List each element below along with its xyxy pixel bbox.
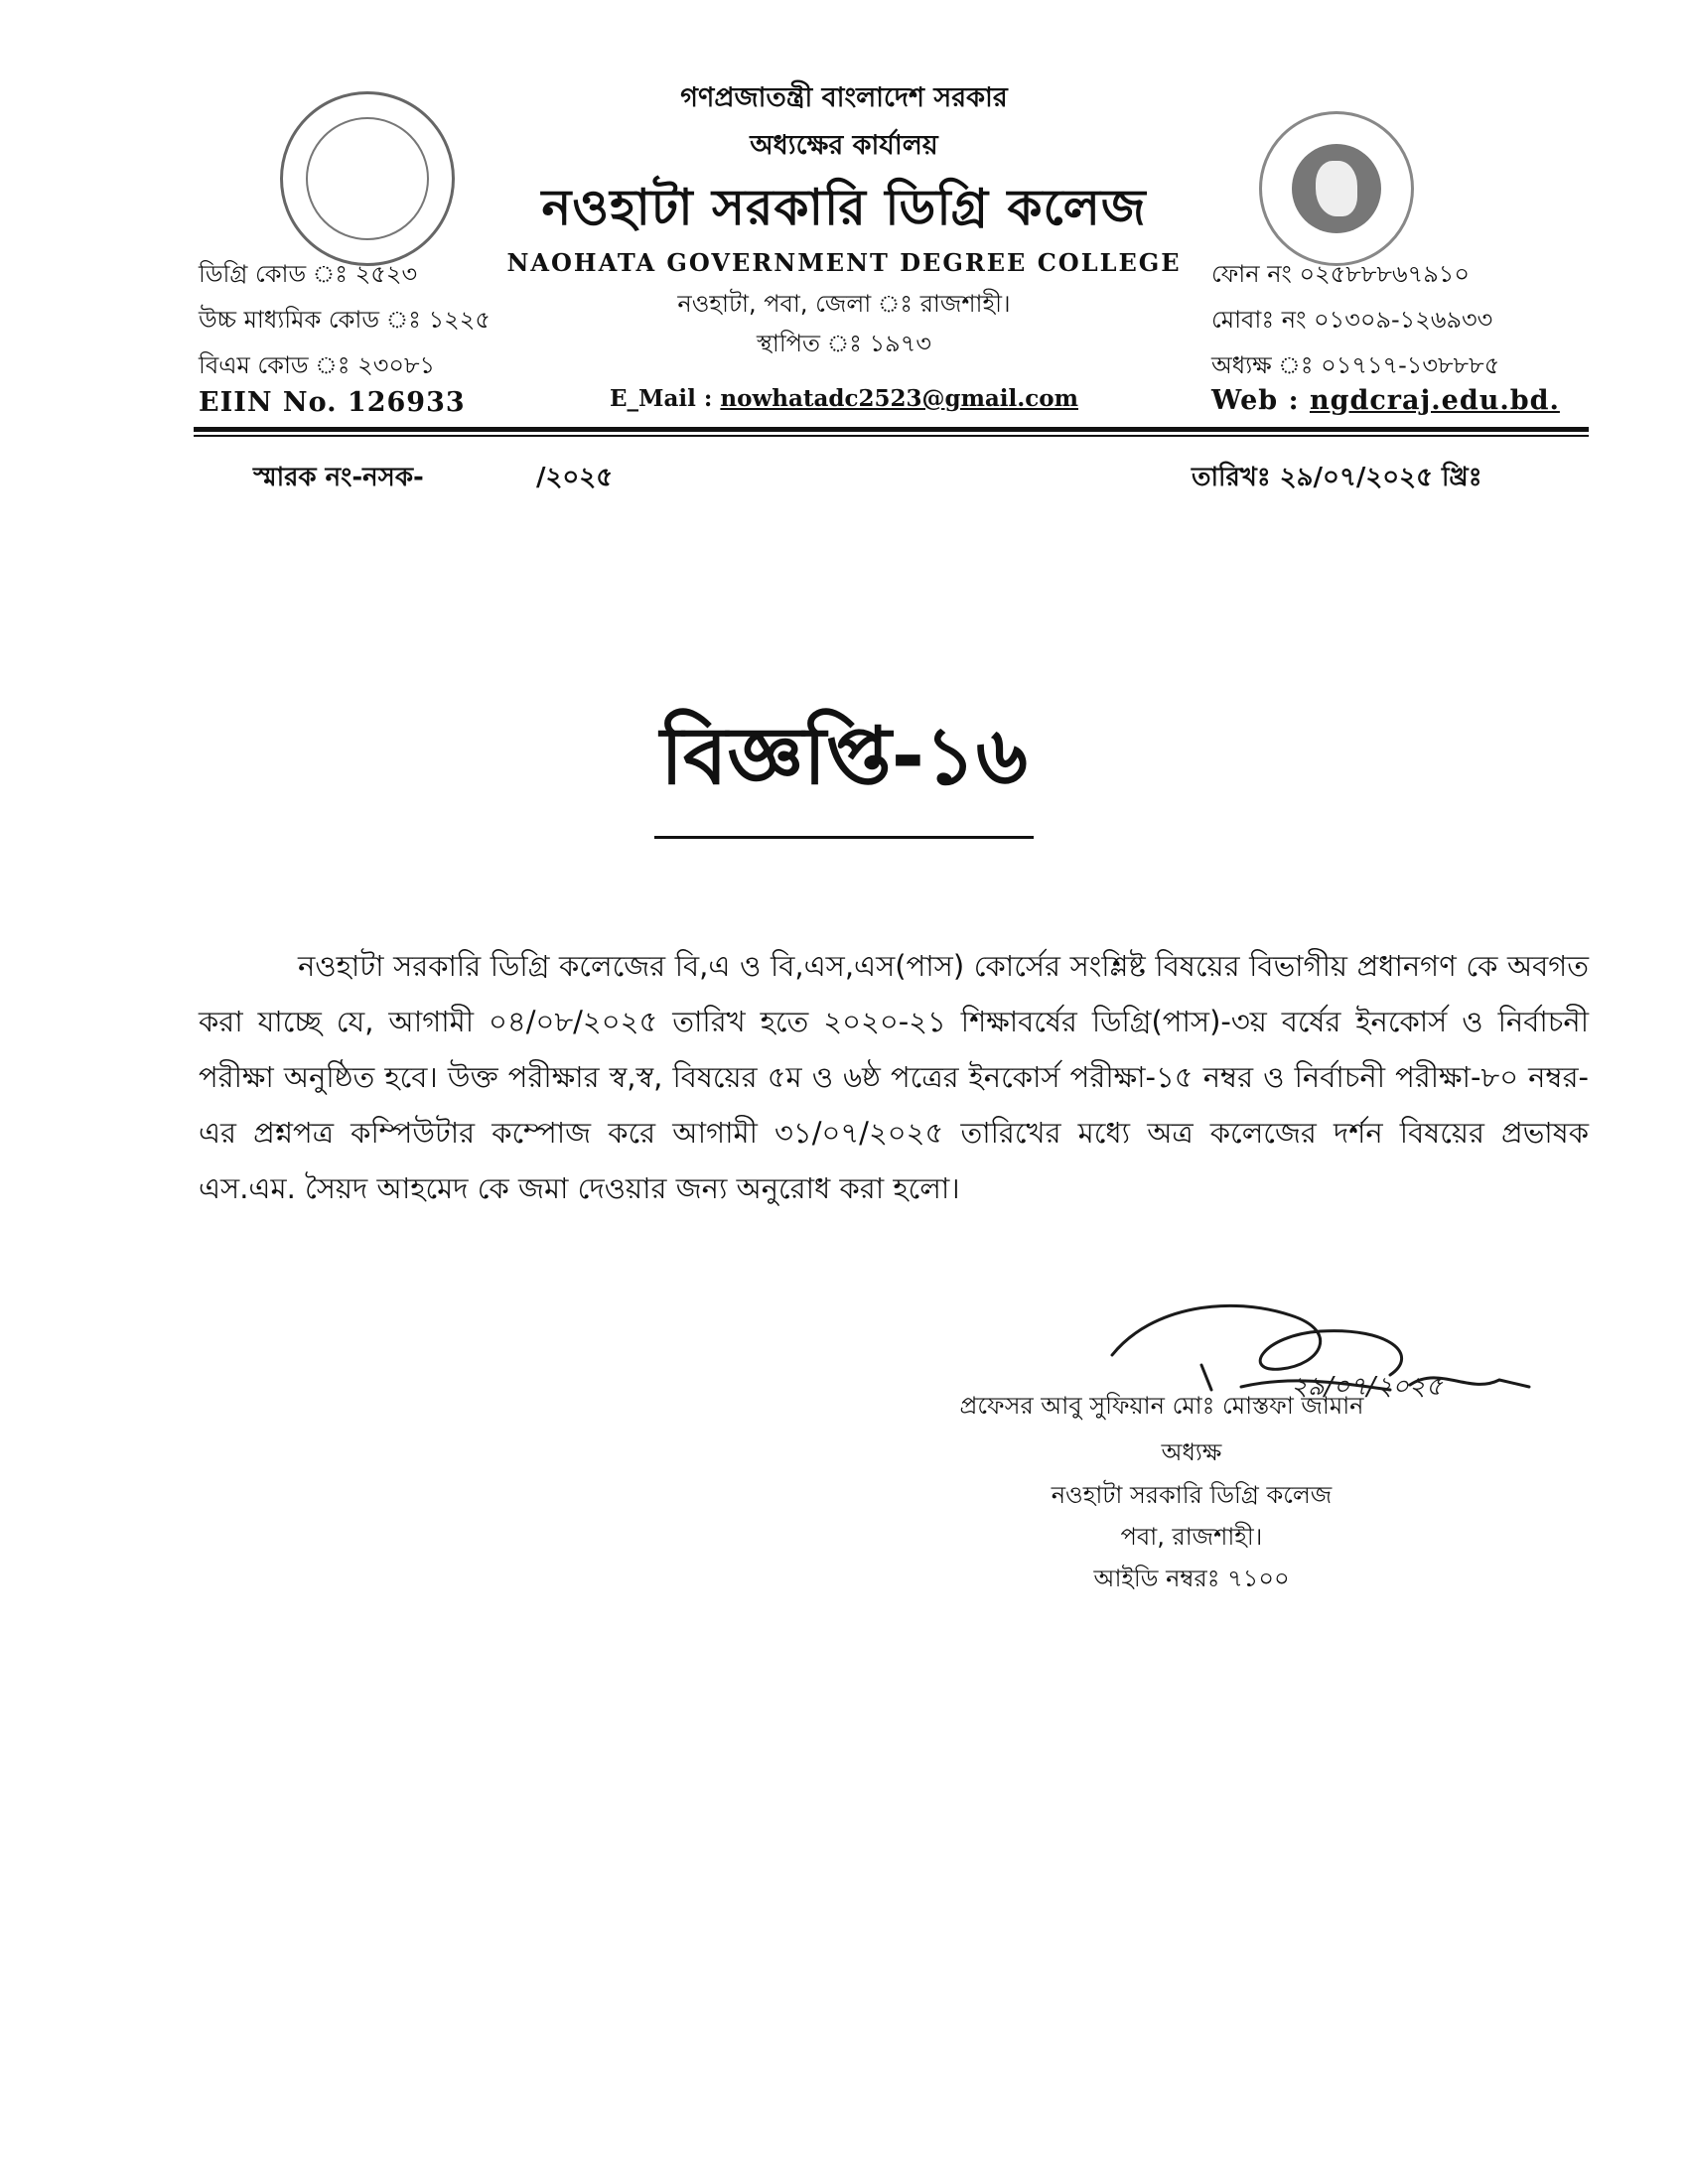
- email-line: [496, 385, 1192, 412]
- memo-date: তারিখঃ ২৯/০৭/২০২৫ খ্রিঃ: [1192, 463, 1482, 492]
- eiin-number: EIIN No. 126933: [199, 387, 466, 418]
- signatory-place: পবা, রাজশাহী।: [1120, 1523, 1263, 1551]
- bm-code: বিএম কোড ঃ ২৩০৮১: [199, 351, 436, 379]
- office-name: অধ্যক্ষের কার্যালয়: [750, 130, 938, 161]
- memo-number: স্মারক নং-নসক-: [253, 463, 424, 492]
- college-logo: [280, 91, 455, 266]
- website-line: [1211, 385, 1560, 416]
- signatory-designation: অধ্যক্ষ: [1161, 1438, 1222, 1466]
- notice-title: বিজ্ঞপ্তি-১৬: [654, 695, 1034, 839]
- hsc-code: উচ্চ মাধ্যমিক কোড ঃ ১২২৫: [199, 306, 491, 334]
- government-name: গণপ্রজাতন্ত্রী বাংলাদেশ সরকার: [680, 82, 1008, 113]
- memo-year: /২০২৫: [536, 463, 614, 492]
- header-divider-thick: [194, 427, 1589, 432]
- email-label: E_Mail :: [610, 385, 721, 412]
- degree-code: ডিগ্রি কোড ঃ ২৫২৩: [199, 260, 418, 288]
- established-year: স্থাপিত ঃ ১৯৭৩: [757, 330, 931, 357]
- phone-number: ফোন নং ০২৫৮৮৮৬৭৯১০: [1211, 260, 1470, 288]
- college-name-bn: নওহাটা সরকারি ডিগ্রি কলেজ: [541, 179, 1147, 236]
- college-emblem-icon: [306, 117, 429, 240]
- mobile-number: মোবাঃ নং ০১৩০৯-১২৬৯৩৩: [1211, 306, 1493, 334]
- web-label: Web :: [1211, 385, 1310, 416]
- signature-date: ২৯/০৭/২০২৫: [1291, 1372, 1443, 1402]
- government-seal: [1259, 111, 1414, 266]
- college-address: নওহাটা, পবা, জেলা ঃ রাজশাহী।: [677, 290, 1011, 318]
- notice-title-wrap: [0, 695, 1688, 839]
- header-divider-thin: [194, 435, 1589, 437]
- principal-number: অধ্যক্ষ ঃ ০১৭১৭-১৩৮৮৮৫: [1211, 351, 1500, 379]
- signatory-name: প্রফেসর আবু সুফিয়ান মোঃ মোস্তফা জামান: [959, 1392, 1364, 1420]
- college-name-en: NAOHATA GOVERNMENT DEGREE COLLEGE: [506, 248, 1182, 277]
- signatory-college: নওহাটা সরকারি ডিগ্রি কলেজ: [1051, 1481, 1333, 1509]
- bangladesh-map-icon: [1292, 144, 1381, 233]
- notice-body: নওহাটা সরকারি ডিগ্রি কলেজের বি,এ ও বি,এস,এস(পাস) কোর্সের সংশ্লিষ্ট বিষয়ের বিভাগীয় প্রধানগণ কে অবগত করা যাচ্ছে যে, আগামী ০৪/০৮/২০২৫ তারিখ হতে ২০২০-২১ শিক্ষাবর্ষের ডিগ্রি(পাস)-৩য় বর্ষের ইনকোর্স ও নির্বাচনী পরীক্ষা অনুষ্ঠিত হবে। উক্ত পরীক্ষার স্ব,স্ব, বিষয়ের ৫ম ও ৬ষ্ঠ পত্রের ইনকোর্স পরীক্ষা-১৫ নম্বর ও নির্বাচনী পরীক্ষা-৮০ নম্বর-এর প্রশ্নপত্র কম্পিউটার কম্পোজ করে আগামী ৩১/০৭/২০২৫ তারিখের মধ্যে অত্র কলেজের দর্শন বিষয়ের প্রভাষক এস.এম. সৈয়দ আহমেদ কে জমা দেওয়ার জন্য অনুরোধ করা হলো।: [199, 949, 1589, 1205]
- website-link[interactable]: ngdcraj.edu.bd.: [1309, 385, 1560, 416]
- email-link[interactable]: nowhatadc2523@gmail.com: [720, 385, 1078, 412]
- signatory-id: আইডি নম্বরঃ ৭১০০: [1093, 1565, 1290, 1592]
